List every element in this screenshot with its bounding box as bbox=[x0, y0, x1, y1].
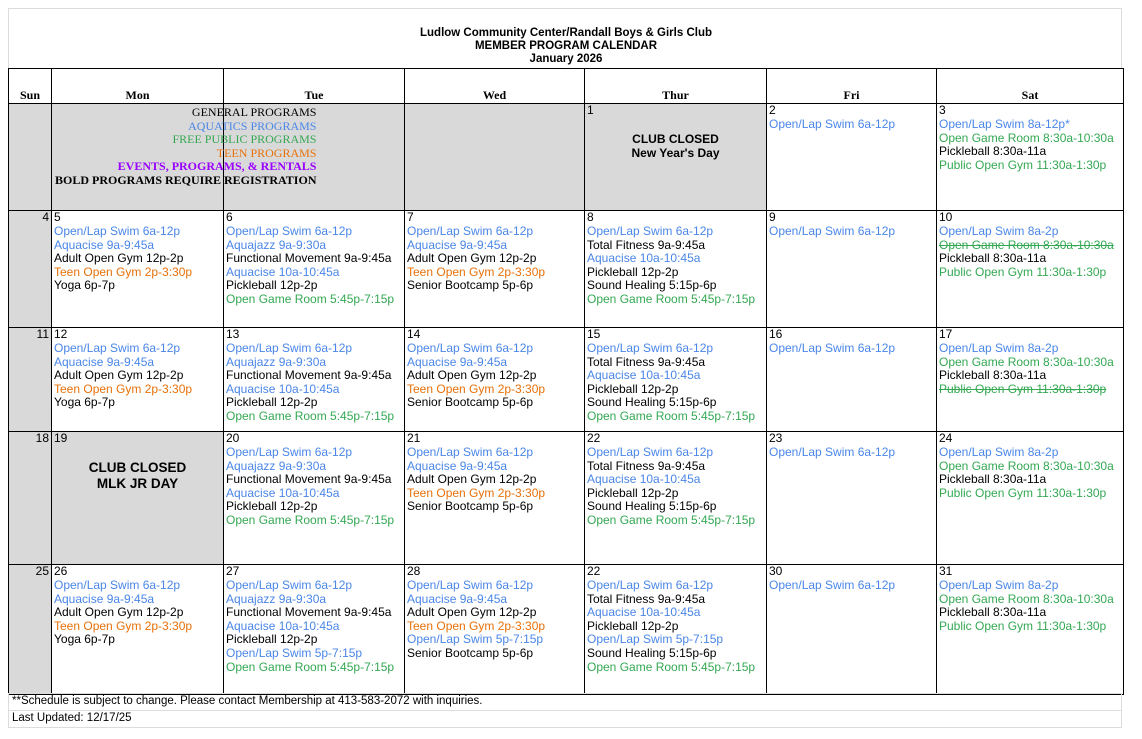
program-item: Functional Movement 9a-9:45a bbox=[226, 251, 392, 266]
day-cell bbox=[585, 565, 767, 695]
week-row-3 bbox=[9, 328, 1124, 432]
day-number: 7 bbox=[407, 210, 414, 224]
program-item: Open/Lap Swim 6a-12p bbox=[407, 341, 534, 355]
program-item: Open Game Room 8:30a-10:30a bbox=[939, 130, 1114, 145]
program-item: Open Game Room 8:30a-10:30a bbox=[939, 354, 1114, 369]
program-item: Aquacise 10a-10:45a bbox=[226, 485, 340, 500]
program-item: Senior Bootcamp 5p-6p bbox=[407, 278, 534, 293]
program-item: Aquacise 9a-9:45a bbox=[407, 237, 508, 252]
week-row-2 bbox=[9, 211, 1124, 328]
program-item: Public Open Gym 11:30a-1:30p bbox=[939, 381, 1107, 396]
program-item: Open Game Room 5:45p-7:15p bbox=[226, 291, 395, 306]
program-item: Aquajazz 9a-9:30a bbox=[226, 458, 327, 473]
footer-updated: Last Updated: 12/17/25 bbox=[8, 710, 1122, 728]
day-number: 11 bbox=[36, 327, 49, 341]
program-item: Open/Lap Swim 8a-12p* bbox=[939, 117, 1070, 131]
day-cell bbox=[937, 432, 1124, 565]
weekday-mon: Mon bbox=[52, 69, 224, 104]
program-item: Teen Open Gym 2p-3:30p bbox=[407, 264, 546, 279]
program-item: Total Fitness 9a-9:45a bbox=[587, 354, 706, 369]
program-item: Open/Lap Swim 6a-12p bbox=[769, 224, 896, 238]
program-item: Total Fitness 9a-9:45a bbox=[587, 591, 706, 606]
program-item: Adult Open Gym 12p-2p bbox=[54, 605, 184, 620]
program-item: Yoga 6p-7p bbox=[54, 632, 115, 647]
day-cell-sunday bbox=[9, 432, 52, 565]
empty-day-cell bbox=[405, 104, 585, 211]
program-item: Aquacise 9a-9:45a bbox=[407, 354, 508, 369]
program-item: Open/Lap Swim 8a-2p bbox=[939, 578, 1059, 592]
day-cell bbox=[52, 328, 224, 432]
day-number: 19 bbox=[54, 431, 68, 445]
day-number: 21 bbox=[407, 431, 421, 445]
day-number: 16 bbox=[769, 327, 783, 341]
day-cell bbox=[585, 432, 767, 565]
program-item: Pickleball 12p-2p bbox=[587, 618, 679, 633]
day-number: 3 bbox=[939, 103, 946, 117]
day-number: 4 bbox=[42, 210, 49, 224]
program-item: Pickleball 8:30a-11a bbox=[939, 368, 1047, 383]
program-item: Open/Lap Swim 6a-12p bbox=[226, 445, 353, 459]
program-item: Pickleball 12p-2p bbox=[226, 499, 318, 514]
program-item: Aquacise 10a-10:45a bbox=[587, 251, 701, 266]
program-item: Pickleball 8:30a-11a bbox=[939, 472, 1047, 487]
program-item: Open Game Room 8:30a-10:30a bbox=[939, 591, 1114, 606]
day-number: 9 bbox=[769, 210, 776, 224]
program-item: Open/Lap Swim 6a-12p bbox=[407, 224, 534, 238]
day-cell bbox=[937, 211, 1124, 328]
program-item: Senior Bootcamp 5p-6p bbox=[407, 499, 534, 514]
program-item: Teen Open Gym 2p-3:30p bbox=[54, 618, 193, 633]
weekday-fri: Fri bbox=[767, 69, 937, 104]
program-item: Sound Healing 5:15p-6p bbox=[587, 499, 717, 514]
program-item: Teen Open Gym 2p-3:30p bbox=[407, 485, 546, 500]
program-item: Teen Open Gym 2p-3:30p bbox=[407, 381, 546, 396]
day-cell bbox=[405, 328, 585, 432]
program-item: Adult Open Gym 12p-2p bbox=[407, 251, 537, 266]
closed-text: New Year's Day bbox=[631, 146, 720, 160]
program-item: Aquacise 9a-9:45a bbox=[407, 458, 508, 473]
program-item: Functional Movement 9a-9:45a bbox=[226, 368, 392, 383]
program-item: Open/Lap Swim 6a-12p bbox=[769, 117, 896, 131]
program-item: Adult Open Gym 12p-2p bbox=[54, 251, 184, 266]
program-item: Adult Open Gym 12p-2p bbox=[54, 368, 184, 383]
day-number: 6 bbox=[226, 210, 233, 224]
program-item: Senior Bootcamp 5p-6p bbox=[407, 645, 534, 660]
day-number: 14 bbox=[407, 327, 421, 341]
club-name: Ludlow Community Center/Randall Boys & Girls Club bbox=[420, 27, 712, 39]
day-cell bbox=[767, 432, 937, 565]
program-item: Open/Lap Swim 6a-12p bbox=[226, 341, 353, 355]
day-number: 30 bbox=[769, 564, 783, 578]
program-item: Open/Lap Swim 8a-2p bbox=[939, 341, 1059, 355]
day-number: 20 bbox=[226, 431, 240, 445]
closed-text: CLUB CLOSED bbox=[632, 132, 719, 146]
program-item: Sound Healing 5:15p-6p bbox=[587, 278, 717, 293]
legend-general: GENERAL PROGRAMS bbox=[191, 105, 317, 119]
calendar-sheet bbox=[8, 8, 1122, 731]
program-item: Open Game Room 5:45p-7:15p bbox=[587, 659, 756, 674]
day-cell bbox=[767, 211, 937, 328]
day-cell-sunday bbox=[9, 104, 317, 211]
day-cell bbox=[405, 432, 585, 565]
program-item: Teen Open Gym 2p-3:30p bbox=[54, 381, 193, 396]
program-item: Aquacise 10a-10:45a bbox=[226, 618, 340, 633]
week-row-4 bbox=[9, 432, 1124, 565]
program-item: Senior Bootcamp 5p-6p bbox=[407, 395, 534, 410]
day-number: 27 bbox=[226, 564, 240, 578]
legend-teen: TEEN PROGRAMS bbox=[216, 145, 317, 160]
weekday-wed: Wed bbox=[405, 69, 585, 104]
program-item: Open Game Room 5:45p-7:15p bbox=[226, 512, 395, 527]
day-cell bbox=[937, 328, 1124, 432]
day-number: 15 bbox=[587, 327, 601, 341]
program-item: Open/Lap Swim 8a-2p bbox=[939, 224, 1059, 238]
program-item: Open Game Room 5:45p-7:15p bbox=[226, 408, 395, 423]
program-item: Aquajazz 9a-9:30a bbox=[226, 237, 327, 252]
program-item: Open Game Room 8:30a-10:30a bbox=[939, 237, 1114, 252]
program-item: Adult Open Gym 12p-2p bbox=[407, 605, 537, 620]
program-item: Aquacise 10a-10:45a bbox=[226, 264, 340, 279]
program-item: Open/Lap Swim 6a-12p bbox=[54, 224, 181, 238]
day-cell bbox=[585, 104, 767, 211]
program-item: Open/Lap Swim 6a-12p bbox=[226, 224, 353, 238]
day-cell bbox=[52, 432, 224, 565]
day-cell bbox=[224, 328, 405, 432]
program-item: Pickleball 12p-2p bbox=[587, 381, 679, 396]
day-cell bbox=[937, 565, 1124, 695]
program-item: Open/Lap Swim 6a-12p bbox=[54, 341, 181, 355]
program-item: Open/Lap Swim 6a-12p bbox=[587, 578, 714, 592]
club-closed-notice bbox=[52, 460, 223, 492]
program-item: Open/Lap Swim 8a-2p bbox=[939, 445, 1059, 459]
program-item: Open Game Room 5:45p-7:15p bbox=[587, 291, 756, 306]
program-item: Open/Lap Swim 6a-12p bbox=[769, 578, 896, 592]
program-item: Aquajazz 9a-9:30a bbox=[226, 591, 327, 606]
program-item: Public Open Gym 11:30a-1:30p bbox=[939, 485, 1107, 500]
legend-events: EVENTS, PROGRAMS, & RENTALS bbox=[117, 159, 317, 174]
program-item: Open/Lap Swim 5p-7:15p bbox=[226, 645, 363, 660]
program-item: Open/Lap Swim 6a-12p bbox=[769, 445, 896, 459]
day-cell bbox=[52, 565, 224, 695]
program-item: Aquacise 10a-10:45a bbox=[587, 472, 701, 487]
day-cell bbox=[767, 328, 937, 432]
day-cell bbox=[224, 432, 405, 565]
footer-note: **Schedule is subject to change. Please contact Membership at 413-583-2072 with inquiries. bbox=[8, 693, 1122, 710]
program-item: Open/Lap Swim 6a-12p bbox=[769, 341, 896, 355]
day-cell-sunday bbox=[9, 328, 52, 432]
weekday-sun: Sun bbox=[9, 69, 52, 104]
week-row-5 bbox=[9, 565, 1124, 695]
calendar-month: January 2026 bbox=[529, 53, 603, 65]
program-item: Total Fitness 9a-9:45a bbox=[587, 237, 706, 252]
day-cell bbox=[585, 328, 767, 432]
program-item: Aquacise 9a-9:45a bbox=[54, 237, 155, 252]
legend-public: FREE PUBLIC PROGRAMS bbox=[172, 132, 317, 147]
program-item: Pickleball 8:30a-11a bbox=[939, 144, 1047, 159]
program-item: Open/Lap Swim 6a-12p bbox=[407, 578, 534, 592]
program-item: Public Open Gym 11:30a-1:30p bbox=[939, 264, 1107, 279]
program-item: Aquacise 9a-9:45a bbox=[54, 354, 155, 369]
closed-text: CLUB CLOSED bbox=[88, 460, 187, 475]
day-number: 1 bbox=[587, 103, 594, 117]
day-cell bbox=[937, 104, 1124, 211]
program-item: Public Open Gym 11:30a-1:30p bbox=[939, 618, 1107, 633]
day-cell bbox=[767, 104, 937, 211]
program-item: Aquacise 9a-9:45a bbox=[54, 591, 155, 606]
day-cell-sunday bbox=[9, 211, 52, 328]
program-item: Teen Open Gym 2p-3:30p bbox=[407, 618, 546, 633]
program-item: Yoga 6p-7p bbox=[54, 395, 115, 410]
program-item: Pickleball 12p-2p bbox=[226, 632, 318, 647]
program-item: Aquajazz 9a-9:30a bbox=[226, 354, 327, 369]
weekday-thu: Thur bbox=[585, 69, 767, 104]
program-item: Public Open Gym 11:30a-1:30p bbox=[939, 157, 1107, 172]
day-number: 28 bbox=[407, 564, 421, 578]
day-number: 18 bbox=[35, 431, 49, 445]
program-item: Yoga 6p-7p bbox=[54, 278, 115, 293]
day-cell bbox=[52, 211, 224, 328]
weekday-sat: Sat bbox=[937, 69, 1124, 104]
program-item: Pickleball 12p-2p bbox=[587, 485, 679, 500]
day-number: 24 bbox=[939, 431, 953, 445]
day-number: 10 bbox=[939, 210, 953, 224]
day-number: 26 bbox=[54, 564, 68, 578]
day-number: 22 bbox=[587, 564, 601, 578]
day-number: 12 bbox=[54, 327, 68, 341]
program-item: Functional Movement 9a-9:45a bbox=[226, 605, 392, 620]
program-item: Open/Lap Swim 5p-7:15p bbox=[587, 632, 724, 647]
day-number: 8 bbox=[587, 210, 594, 224]
day-cell bbox=[224, 211, 405, 328]
program-item: Pickleball 8:30a-11a bbox=[939, 605, 1047, 620]
day-cell bbox=[224, 565, 405, 695]
program-item: Open/Lap Swim 6a-12p bbox=[407, 445, 534, 459]
program-item: Aquacise 9a-9:45a bbox=[407, 591, 508, 606]
program-item: Open Game Room 5:45p-7:15p bbox=[587, 408, 756, 423]
program-item: Open/Lap Swim 6a-12p bbox=[54, 578, 181, 592]
day-number: 2 bbox=[769, 103, 776, 117]
program-item: Functional Movement 9a-9:45a bbox=[226, 472, 392, 487]
program-item: Aquacise 10a-10:45a bbox=[226, 381, 340, 396]
program-item: Open/Lap Swim 6a-12p bbox=[587, 445, 714, 459]
legend-bold-note: BOLD PROGRAMS REQUIRE REGISTRATION bbox=[55, 172, 317, 187]
program-item: Aquacise 10a-10:45a bbox=[587, 605, 701, 620]
club-closed-notice bbox=[585, 132, 766, 160]
day-number: 23 bbox=[769, 431, 783, 445]
day-cell-sunday bbox=[9, 565, 52, 695]
program-legend bbox=[55, 106, 316, 188]
title-block bbox=[8, 8, 1122, 68]
week-row-1 bbox=[9, 104, 1124, 211]
program-item: Pickleball 12p-2p bbox=[587, 264, 679, 279]
calendar-title: MEMBER PROGRAM CALENDAR bbox=[474, 40, 658, 52]
program-item: Sound Healing 5:15p-6p bbox=[587, 645, 717, 660]
program-item: Open Game Room 5:45p-7:15p bbox=[587, 512, 756, 527]
program-item: Open Game Room 5:45p-7:15p bbox=[226, 659, 395, 674]
program-item: Sound Healing 5:15p-6p bbox=[587, 395, 717, 410]
program-item: Open Game Room 8:30a-10:30a bbox=[939, 458, 1114, 473]
day-number: 5 bbox=[54, 210, 61, 224]
program-item: Adult Open Gym 12p-2p bbox=[407, 472, 537, 487]
day-cell bbox=[405, 211, 585, 328]
day-cell bbox=[585, 211, 767, 328]
day-cell bbox=[767, 565, 937, 695]
weekday-header-row bbox=[9, 69, 1124, 104]
day-number: 22 bbox=[587, 431, 601, 445]
calendar-grid bbox=[8, 68, 1124, 695]
program-item: Open/Lap Swim 5p-7:15p bbox=[407, 632, 544, 647]
program-item: Teen Open Gym 2p-3:30p bbox=[54, 264, 193, 279]
program-item: Total Fitness 9a-9:45a bbox=[587, 458, 706, 473]
day-number: 25 bbox=[35, 564, 49, 578]
closed-text: MLK JR DAY bbox=[96, 476, 179, 491]
day-number: 17 bbox=[939, 327, 953, 341]
weekday-tue: Tue bbox=[224, 69, 405, 104]
legend-aquatics: AQUATICS PROGRAMS bbox=[188, 118, 317, 133]
program-item: Open/Lap Swim 6a-12p bbox=[587, 224, 714, 238]
program-item: Adult Open Gym 12p-2p bbox=[407, 368, 537, 383]
day-cell bbox=[405, 565, 585, 695]
program-item: Open/Lap Swim 6a-12p bbox=[587, 341, 714, 355]
day-number: 13 bbox=[226, 327, 240, 341]
program-item: Pickleball 12p-2p bbox=[226, 278, 318, 293]
program-item: Aquacise 10a-10:45a bbox=[587, 368, 701, 383]
program-item: Open/Lap Swim 6a-12p bbox=[226, 578, 353, 592]
program-item: Pickleball 8:30a-11a bbox=[939, 251, 1047, 266]
day-number: 31 bbox=[939, 564, 953, 578]
program-item: Pickleball 12p-2p bbox=[226, 395, 318, 410]
